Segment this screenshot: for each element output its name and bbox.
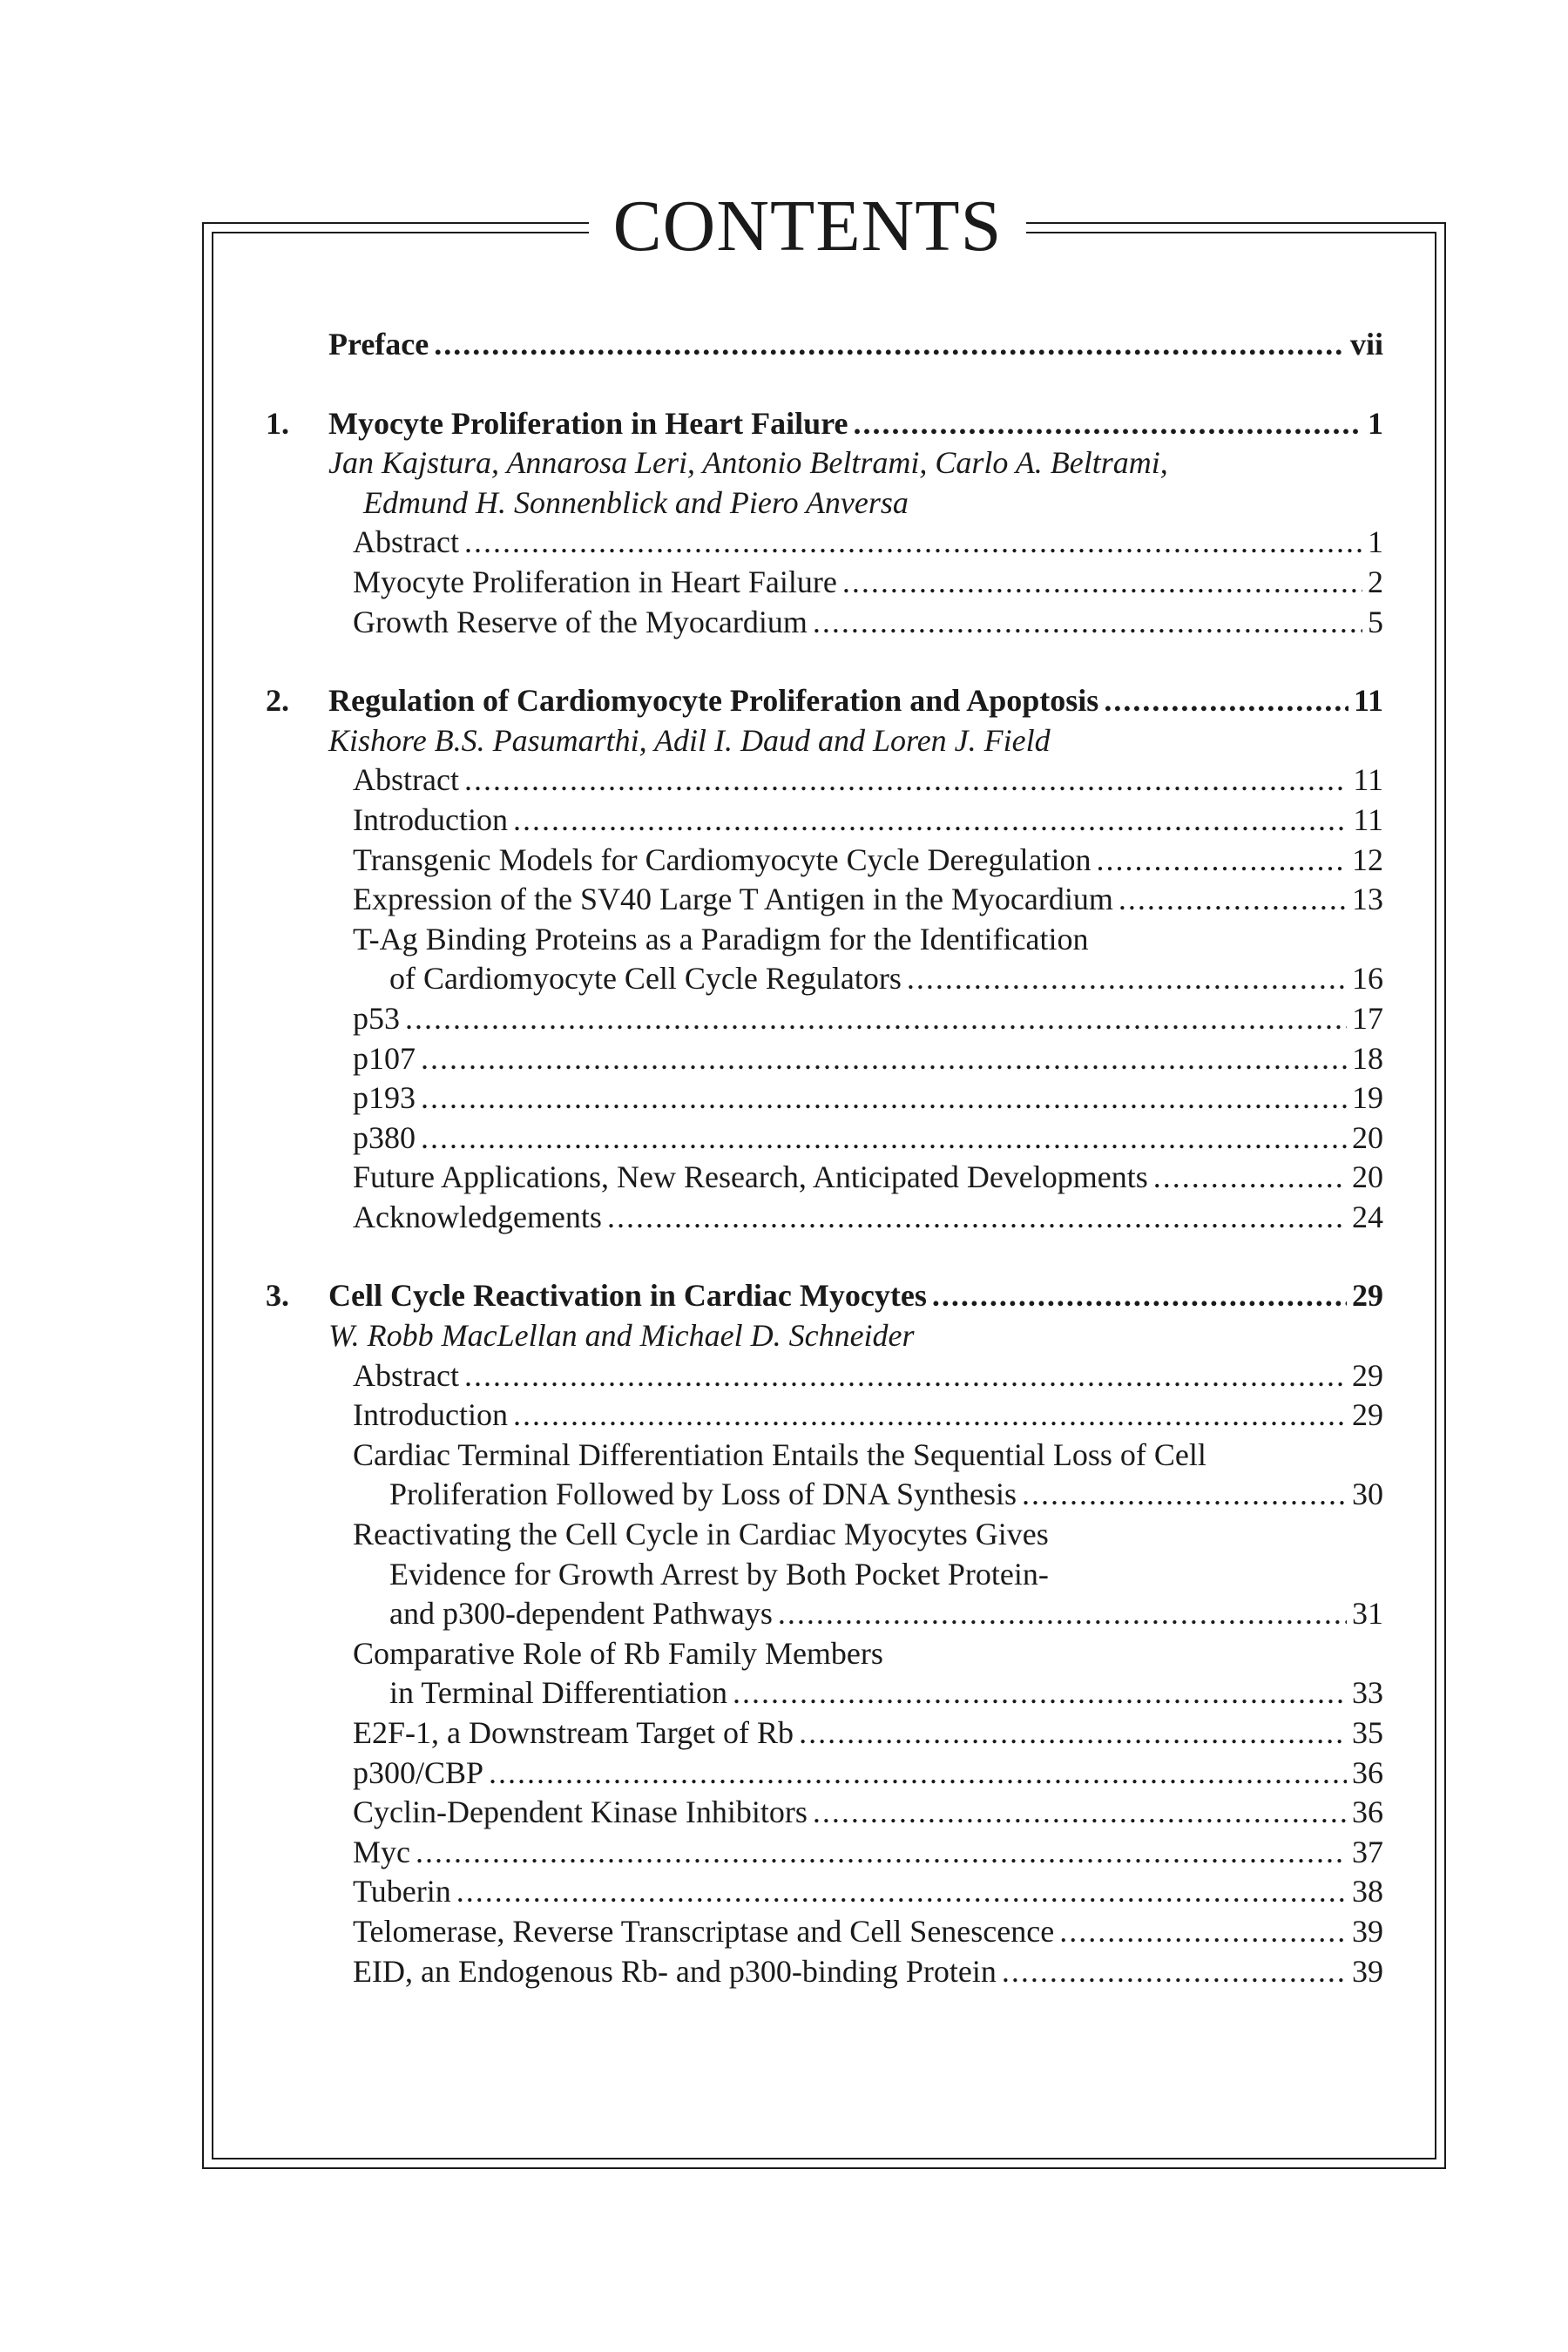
section-label: p53 — [353, 1000, 400, 1036]
dot-leader — [421, 1078, 1347, 1119]
section-page: 19 — [1352, 1080, 1383, 1116]
section-title-line: Evidence for Growth Arrest by Both Pocket Protein- — [389, 1556, 1049, 1592]
dot-leader — [1059, 1912, 1347, 1952]
dot-leader — [464, 1356, 1347, 1396]
dot-leader — [842, 563, 1362, 603]
chapter-authors — [266, 721, 1383, 761]
section-label: Transgenic Models for Cardiomyocyte Cycle Deregulation — [353, 841, 1092, 877]
chapter-authors — [266, 1316, 1383, 1356]
section-page: 39 — [1352, 1953, 1383, 1989]
section-page: 29 — [1352, 1357, 1383, 1393]
toc-entry-section[interactable] — [266, 603, 1383, 643]
chapter-number: 1. — [266, 405, 289, 441]
dot-leader — [405, 999, 1347, 1039]
section-page: 35 — [1352, 1715, 1383, 1750]
toc-entry-section[interactable] — [266, 841, 1383, 881]
dot-leader — [932, 1276, 1347, 1316]
section-title-line: Reactivating the Cell Cycle in Cardiac Myocytes Gives — [353, 1517, 1049, 1552]
dot-leader — [1153, 1158, 1347, 1198]
dot-leader — [489, 1754, 1347, 1794]
section-page: 20 — [1352, 1159, 1383, 1195]
section-page: 30 — [1352, 1477, 1383, 1512]
section-label: p300/CBP — [353, 1754, 484, 1790]
section-page: 18 — [1352, 1040, 1383, 1076]
dot-leader — [416, 1833, 1347, 1873]
chapter-number: 2. — [266, 683, 289, 719]
dot-leader — [1096, 841, 1347, 881]
toc-entry-section[interactable] — [266, 1754, 1383, 1794]
dot-leader — [456, 1872, 1347, 1912]
dot-leader — [907, 959, 1347, 999]
toc-entry-section[interactable] — [266, 1396, 1383, 1436]
dot-leader — [854, 404, 1363, 444]
dot-leader — [607, 1198, 1347, 1238]
toc-entry-section[interactable] — [266, 880, 1383, 920]
section-label: p107 — [353, 1040, 416, 1076]
section-title-line: T-Ag Binding Proteins as a Paradigm for the Identification — [353, 921, 1089, 956]
entry-page: vii — [1349, 327, 1383, 362]
section-page: 11 — [1353, 762, 1383, 798]
toc-entry-section[interactable] — [266, 801, 1383, 841]
section-label: p193 — [353, 1080, 416, 1116]
authors-line: Edmund H. Sonnenblick and Piero Anversa — [363, 484, 909, 520]
section-page: 33 — [1352, 1675, 1383, 1711]
chapter-block — [266, 1276, 1383, 1991]
toc-entry-section[interactable] — [266, 1713, 1383, 1754]
section-label: and p300-dependent Pathways — [389, 1596, 773, 1632]
toc-entry-section[interactable] — [266, 1119, 1383, 1159]
section-label: Tuberin — [353, 1874, 451, 1909]
toc-entry-section[interactable] — [266, 1356, 1383, 1396]
dot-leader — [434, 325, 1345, 365]
toc-entry-chapter[interactable] — [266, 1276, 1383, 1316]
dot-leader — [421, 1119, 1347, 1159]
chapter-title: Cell Cycle Reactivation in Cardiac Myocytes — [328, 1278, 927, 1314]
dot-leader — [464, 523, 1362, 563]
section-title-line: Comparative Role of Rb Family Members — [353, 1635, 883, 1671]
toc-entry-section[interactable] — [266, 1078, 1383, 1119]
section-label: EID, an Endogenous Rb- and p300-binding Protein — [353, 1953, 997, 1989]
section-label: Introduction — [353, 1397, 508, 1433]
section-label: Myocyte Proliferation in Heart Failure — [353, 564, 837, 599]
page-title: CONTENTS — [612, 186, 1003, 267]
toc-entry-section[interactable] — [266, 1673, 1383, 1713]
section-label: Acknowledgements — [353, 1199, 602, 1234]
chapter-title: Myocyte Proliferation in Heart Failure — [328, 405, 848, 441]
toc-entry-preface[interactable] — [266, 325, 1383, 365]
section-label: of Cardiomyocyte Cell Cycle Regulators — [389, 961, 902, 997]
table-of-contents — [266, 325, 1383, 1991]
section-label: Telomerase, Reverse Transcriptase and Cell Senescence — [353, 1913, 1055, 1949]
section-page: 2 — [1368, 564, 1383, 599]
toc-entry-section[interactable] — [266, 760, 1383, 801]
section-page: 37 — [1352, 1834, 1383, 1869]
section-page: 16 — [1352, 961, 1383, 997]
toc-entry-chapter[interactable] — [266, 681, 1383, 721]
section-page: 38 — [1352, 1874, 1383, 1909]
section-page: 17 — [1352, 1000, 1383, 1036]
section-label: Future Applications, New Research, Anticipated Developments — [353, 1159, 1148, 1195]
section-label: Expression of the SV40 Large T Antigen in the Myocardium — [353, 882, 1113, 917]
section-title-line: Cardiac Terminal Differentiation Entails the Sequential Loss of Cell — [353, 1436, 1206, 1472]
dot-leader — [733, 1673, 1347, 1713]
dot-leader — [1104, 681, 1348, 721]
authors-line: W. Robb MacLellan and Michael D. Schneider — [328, 1318, 915, 1354]
section-page: 39 — [1352, 1913, 1383, 1949]
section-page: 36 — [1352, 1754, 1383, 1790]
chapter-block — [266, 681, 1383, 1237]
section-label: Cyclin-Dependent Kinase Inhibitors — [353, 1794, 808, 1830]
toc-entry-section[interactable] — [266, 1833, 1383, 1873]
section-page: 36 — [1352, 1794, 1383, 1830]
section-page: 11 — [1353, 801, 1383, 837]
toc-entry-section[interactable] — [266, 1952, 1383, 1992]
dot-leader — [813, 603, 1362, 643]
section-page: 20 — [1352, 1119, 1383, 1155]
section-label: Abstract — [353, 762, 459, 798]
title-box — [589, 179, 1026, 274]
chapter-list — [266, 404, 1383, 1992]
section-label: Myc — [353, 1834, 410, 1869]
section-page: 5 — [1368, 604, 1383, 639]
section-page: 1 — [1368, 524, 1383, 560]
dot-leader — [778, 1594, 1347, 1634]
section-label: Growth Reserve of the Myocardium — [353, 604, 808, 639]
toc-entry-section[interactable] — [266, 1594, 1383, 1634]
toc-entry-section[interactable] — [266, 1872, 1383, 1912]
toc-entry-section[interactable] — [266, 1475, 1383, 1515]
dot-leader — [813, 1793, 1347, 1833]
dot-leader — [464, 760, 1348, 801]
dot-leader — [1002, 1952, 1347, 1992]
toc-entry-section[interactable] — [266, 1793, 1383, 1833]
dot-leader — [799, 1713, 1347, 1754]
toc-entry-section[interactable] — [266, 1198, 1383, 1238]
section-label: in Terminal Differentiation — [389, 1675, 728, 1711]
section-page: 24 — [1352, 1199, 1383, 1234]
chapter-page: 11 — [1353, 683, 1383, 719]
toc-entry-section[interactable] — [266, 1039, 1383, 1079]
section-label: E2F-1, a Downstream Target of Rb — [353, 1715, 794, 1750]
dot-leader — [1119, 880, 1347, 920]
dot-leader — [421, 1039, 1347, 1079]
chapter-number: 3. — [266, 1278, 289, 1314]
toc-entry-section[interactable] — [266, 523, 1383, 563]
authors-line: Jan Kajstura, Annarosa Leri, Antonio Beltrami, Carlo A. Beltrami, — [328, 445, 1168, 481]
section-page: 29 — [1352, 1397, 1383, 1433]
section-label: Abstract — [353, 1357, 459, 1393]
toc-entry-section[interactable] — [266, 563, 1383, 603]
section-label: Abstract — [353, 524, 459, 560]
dot-leader — [513, 1396, 1347, 1436]
dot-leader — [513, 801, 1348, 841]
dot-leader — [1022, 1475, 1347, 1515]
section-page: 13 — [1352, 882, 1383, 917]
section-label: Proliferation Followed by Loss of DNA Synthesis — [389, 1477, 1017, 1512]
toc-entry-chapter[interactable] — [266, 404, 1383, 444]
section-label: Introduction — [353, 801, 508, 837]
chapter-authors — [266, 443, 1383, 523]
toc-entry-section[interactable] — [266, 999, 1383, 1039]
chapter-block — [266, 404, 1383, 643]
section-page: 31 — [1352, 1596, 1383, 1632]
chapter-page: 1 — [1368, 405, 1383, 441]
section-page: 12 — [1352, 841, 1383, 877]
chapter-title: Regulation of Cardiomyocyte Proliferation and Apoptosis — [328, 683, 1099, 719]
entry-label: Preface — [328, 327, 429, 362]
toc-entry-section[interactable] — [266, 1158, 1383, 1198]
authors-line: Kishore B.S. Pasumarthi, Adil I. Daud and Loren J. Field — [328, 722, 1051, 758]
section-label: p380 — [353, 1119, 416, 1155]
chapter-page: 29 — [1352, 1278, 1383, 1314]
toc-entry-section[interactable] — [266, 1912, 1383, 1952]
toc-entry-section[interactable] — [266, 959, 1383, 999]
